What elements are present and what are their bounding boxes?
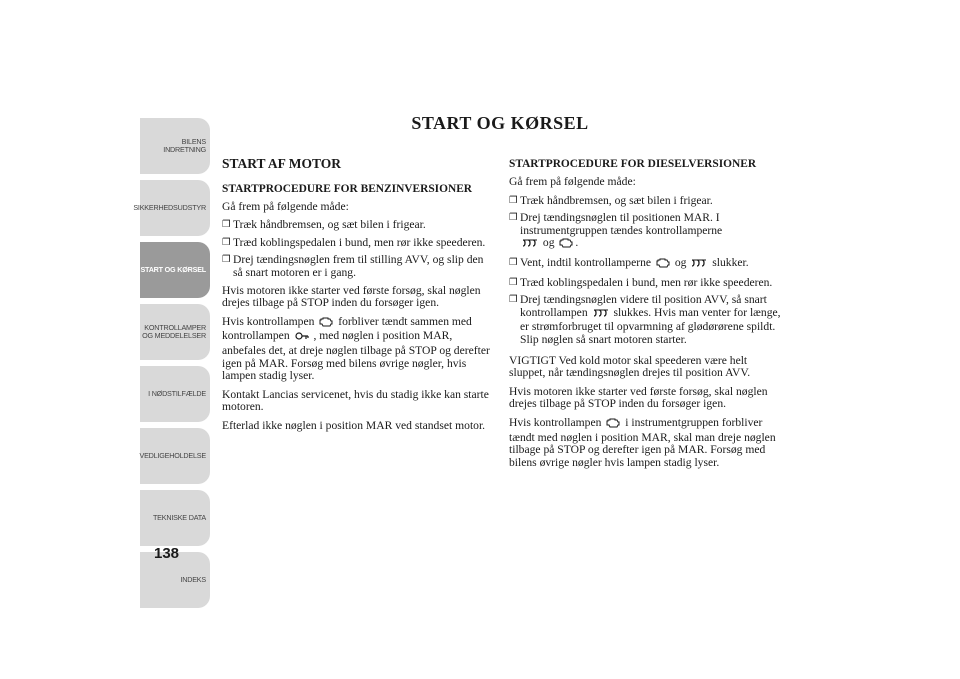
- paragraph: Hvis motoren ikke starter ved første forsøg, skal nøglen drejes tilbage på STOP inden du forsøger igen.: [222, 283, 481, 310]
- text-span: slukker.: [712, 255, 749, 269]
- list-item: ❒ Træk håndbremsen, og sæt bilen i frigear.: [509, 195, 784, 208]
- paragraph: Efterlad ikke nøglen i position MAR ved standset motor.: [222, 418, 486, 432]
- left-column: [222, 158, 494, 439]
- tab-start-og-korsel[interactable]: START OG KØRSEL: [140, 242, 210, 298]
- list-item: ❒ Træd koblingspedalen i bund, men rør ikke speederen.: [509, 277, 784, 290]
- text-span: Vent, indtil kontrollamperne: [520, 255, 652, 269]
- right-column: [509, 158, 784, 475]
- tab-i-nodstilfaelde[interactable]: I NØDSTILFÆLDE: [140, 366, 210, 422]
- list-item: [509, 294, 784, 346]
- subheading-diesel: STARTPROCEDURE FOR DIESELVERSIONER: [509, 158, 757, 170]
- tab-indeks[interactable]: INDEKS: [140, 552, 210, 608]
- tab-sikkerhedsudstyr[interactable]: SIKKERHEDSUDSTYR: [140, 180, 210, 236]
- list-item: [509, 257, 784, 272]
- glow-plug-icon: [522, 238, 538, 252]
- list-item: ❒ Træk håndbremsen, og sæt bilen i frigear.: [222, 219, 494, 232]
- text-span: Drej tændingsnøglen videre til position AVV, så snart kontrollampen: [520, 293, 767, 319]
- glow-plug-icon: [593, 308, 609, 322]
- engine-warning-icon: [606, 417, 620, 432]
- text-span: og: [542, 236, 555, 250]
- subheading-petrol: STARTPROCEDURE FOR BENZINVERSIONER: [222, 182, 473, 195]
- text-span: Drej tændingsnøglen til positionen MAR. I instrumentgruppen tændes kontrollamperne: [520, 211, 723, 237]
- paragraph: [509, 417, 784, 469]
- text-span: Hvis kontrollampen: [222, 314, 315, 328]
- glow-plug-icon: [691, 258, 707, 272]
- text-span: slukkes. Hvis man venter for længe, er strømforbruget til opvarmning af glødørørene spildt. Slip nøglen så snart motoren starter.: [520, 305, 781, 346]
- engine-warning-icon: [656, 257, 670, 272]
- intro-text: Gå frem på følgende måde:: [509, 175, 636, 188]
- text-span: i instrumentgruppen forbliver tændt med nøglen i position MAR, skal man dreje nøglen tilbage på STOP og derefter igen på MAR. Forsøg med bilens øvrige nøgler hvis lampen stadig lyser.: [509, 415, 776, 469]
- tab-bilens-indretning[interactable]: BILENS INDRETNING: [140, 118, 210, 174]
- list-item: ❒ Træd koblingspedalen i bund, men rør ikke speederen.: [222, 237, 494, 250]
- chapter-sidebar: [133, 118, 210, 614]
- text-span: .: [575, 236, 579, 250]
- paragraph: [222, 316, 494, 383]
- paragraph: Hvis motoren ikke starter ved første forsøg, skal nøglen drejes tilbage på STOP inden du forsøger igen.: [509, 384, 768, 411]
- paragraph: VIGTIGT Ved kold motor skal speederen være helt sluppet, når tændingsnøglen drejes til position AVV.: [509, 353, 751, 380]
- list-item: [509, 212, 784, 252]
- list-item: ❒ Drej tændingsnøglen frem til stilling AVV, og slip den så snart motoren er i gang.: [222, 254, 494, 279]
- tab-vedligeholdelse[interactable]: VEDLIGEHOLDELSE: [140, 428, 210, 484]
- page-title: START OG KØRSEL: [411, 113, 589, 133]
- intro-text: Gå frem på følgende måde:: [222, 199, 349, 213]
- text-span: og: [674, 255, 687, 269]
- tab-tekniske-data[interactable]: TEKNISKE DATA: [140, 490, 210, 546]
- section-heading: START AF MOTOR: [222, 156, 342, 171]
- engine-warning-icon: [319, 316, 333, 331]
- paragraph: Kontakt Lancias servicenet, hvis du stadig ikke kan starte motoren.: [222, 387, 489, 414]
- immobilizer-icon: [295, 330, 309, 345]
- engine-warning-icon: [559, 237, 573, 252]
- page-number: 138: [154, 545, 180, 562]
- tab-kontrollamper[interactable]: KONTROLLAMPER OG MEDDELELSER: [140, 304, 210, 360]
- text-span: forbliver tændt sammen med kontrollampen: [222, 314, 472, 343]
- text-span: Hvis kontrollampen: [509, 415, 602, 429]
- text-span: , med nøglen i position MAR, anbefales det, at dreje nøglen tilbage på STOP og derefter igen på MAR. Forsøg med bilens øvrige nøgler, hvis lampen stadig lyser.: [222, 329, 490, 383]
